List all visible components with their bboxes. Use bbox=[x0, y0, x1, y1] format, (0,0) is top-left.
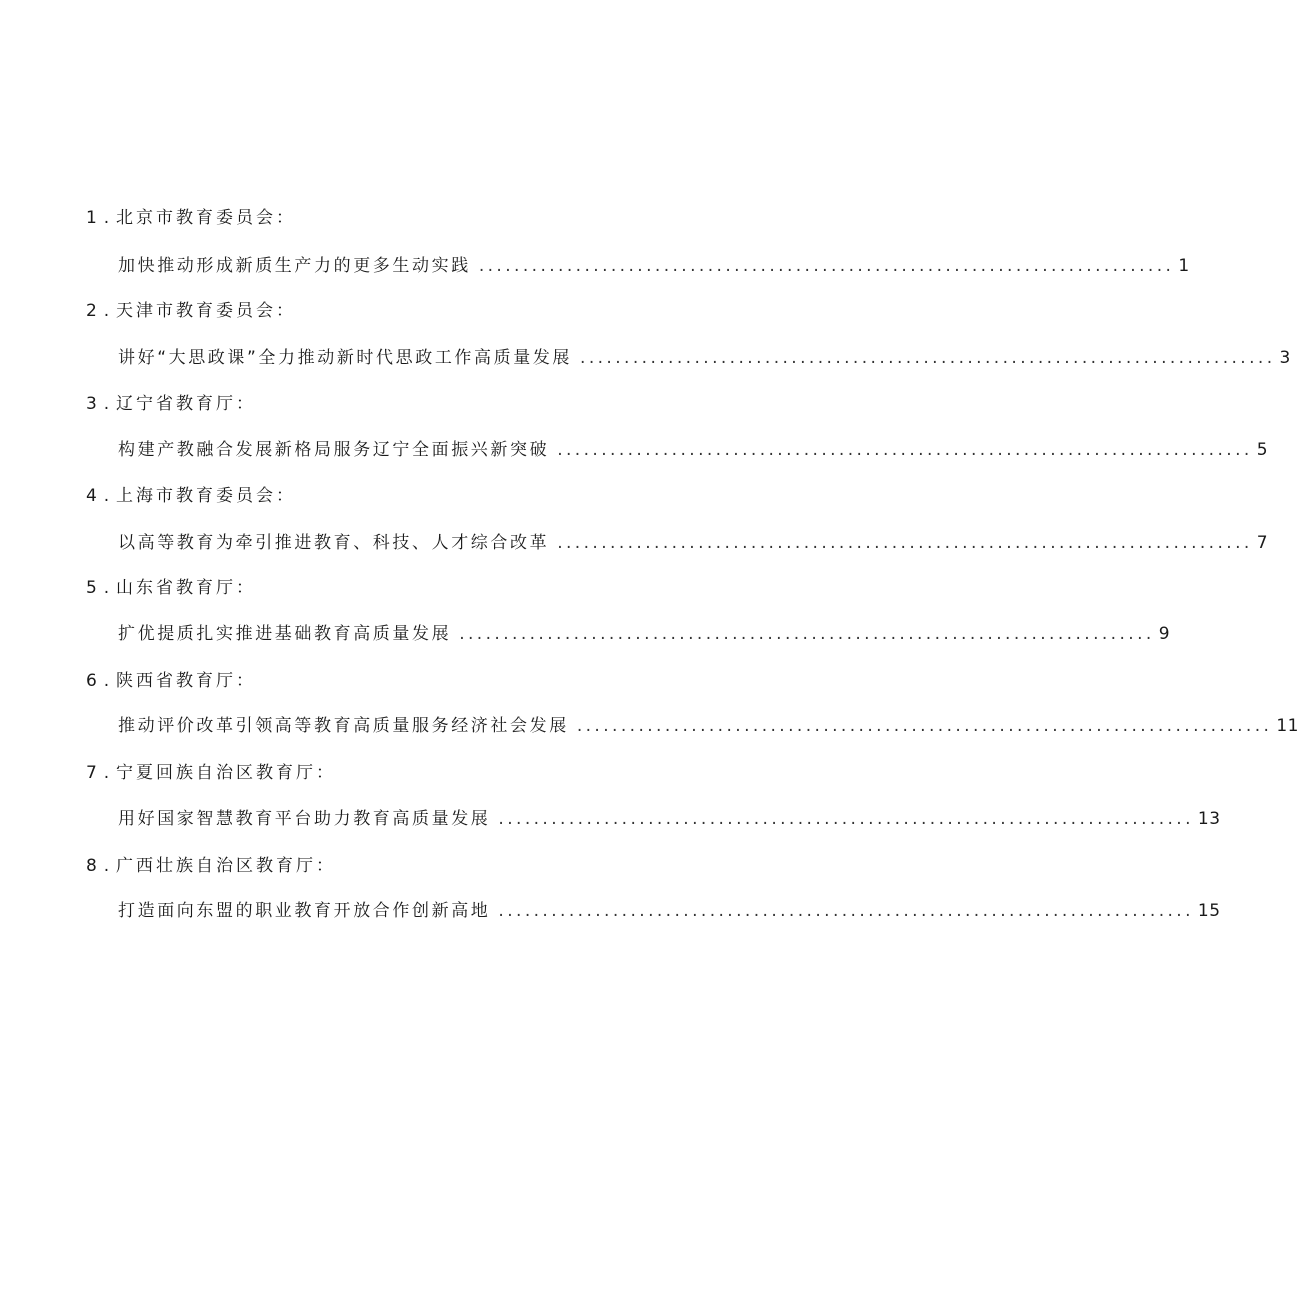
toc-entry-title[interactable]: 加快推动形成新质生产力的更多生动实践 bbox=[118, 256, 471, 276]
toc-entry-line[interactable] bbox=[118, 346, 1291, 370]
toc-entry-org: 天津市教育委员会： bbox=[116, 301, 296, 321]
toc-page-number[interactable]: 1 bbox=[1178, 256, 1190, 276]
toc-entry-number: 3 bbox=[86, 394, 100, 414]
toc-dot-leader: ............................................................................... bbox=[498, 809, 1194, 829]
toc-entry-line[interactable] bbox=[118, 438, 1269, 462]
toc-page-number[interactable]: 7 bbox=[1256, 533, 1269, 553]
toc-entry-separator: . bbox=[103, 301, 113, 321]
toc-entry-separator: . bbox=[103, 856, 113, 876]
toc-entry-separator: . bbox=[103, 671, 113, 691]
toc-entry-heading bbox=[86, 392, 256, 416]
toc-entry-heading bbox=[86, 206, 296, 230]
toc-entry-org: 上海市教育委员会： bbox=[116, 486, 296, 506]
toc-entry-org: 广西壮族自治区教育厅： bbox=[116, 856, 336, 876]
toc-dot-leader: ............................................................................... bbox=[498, 901, 1194, 921]
toc-page-number[interactable]: 15 bbox=[1197, 901, 1221, 921]
toc-entry-line[interactable] bbox=[118, 714, 1299, 738]
toc-entry-org: 辽宁省教育厅： bbox=[116, 394, 256, 414]
toc-entry-number: 4 bbox=[86, 486, 100, 506]
toc-dot-leader: ............................................................................... bbox=[557, 533, 1253, 553]
toc-page-number[interactable]: 5 bbox=[1256, 440, 1269, 460]
toc-entry-separator: . bbox=[103, 208, 113, 228]
toc-entry-title[interactable]: 打造面向东盟的职业教育开放合作创新高地 bbox=[118, 901, 491, 921]
toc-entry-line[interactable] bbox=[118, 899, 1221, 923]
toc-entry-heading bbox=[86, 669, 256, 693]
toc-page-number[interactable]: 11 bbox=[1276, 716, 1299, 736]
toc-entry-line[interactable] bbox=[118, 807, 1221, 831]
toc-entry-org: 陕西省教育厅： bbox=[116, 671, 256, 691]
toc-entry-number: 8 bbox=[86, 856, 100, 876]
toc-entry-title[interactable]: 构建产教融合发展新格局服务辽宁全面振兴新突破 bbox=[118, 440, 550, 460]
toc-entry-number: 7 bbox=[86, 763, 100, 783]
toc-dot-leader: ............................................................................... bbox=[459, 624, 1155, 644]
toc-dot-leader: ............................................................................... bbox=[478, 256, 1175, 276]
toc-entry-heading bbox=[86, 576, 256, 600]
toc-dot-leader: ............................................................................... bbox=[580, 348, 1276, 368]
toc-entry-number: 1 bbox=[86, 208, 100, 228]
toc-entry-title[interactable]: 以高等教育为牵引推进教育、科技、人才综合改革 bbox=[118, 533, 550, 553]
toc-entry-heading bbox=[86, 854, 336, 878]
toc-page-number[interactable]: 13 bbox=[1197, 809, 1221, 829]
toc-page-number[interactable]: 9 bbox=[1158, 624, 1171, 644]
toc-entry-org: 北京市教育委员会： bbox=[116, 208, 296, 228]
toc-entry-number: 5 bbox=[86, 578, 100, 598]
toc-entry-number: 2 bbox=[86, 301, 100, 321]
toc-dot-leader: ............................................................................... bbox=[576, 716, 1273, 736]
toc-entry-heading bbox=[86, 484, 296, 508]
toc-entry-separator: . bbox=[103, 578, 113, 598]
toc-dot-leader: ............................................................................... bbox=[557, 440, 1253, 460]
toc-entry-title[interactable]: 推动评价改革引领高等教育高质量服务经济社会发展 bbox=[118, 716, 569, 736]
toc-entry-separator: . bbox=[103, 394, 113, 414]
toc-entry-title[interactable]: 用好国家智慧教育平台助力教育高质量发展 bbox=[118, 809, 491, 829]
toc-entry-org: 宁夏回族自治区教育厅： bbox=[116, 763, 336, 783]
toc-entry-line[interactable] bbox=[118, 531, 1269, 555]
toc-entry-title[interactable]: 扩优提质扎实推进基础教育高质量发展 bbox=[118, 624, 452, 644]
toc-entry-title[interactable]: 讲好“大思政课”全力推动新时代思政工作高质量发展 bbox=[118, 348, 573, 368]
toc-entry-heading bbox=[86, 761, 336, 785]
toc-entry-org: 山东省教育厅： bbox=[116, 578, 256, 598]
toc-entry-heading bbox=[86, 299, 296, 323]
toc-entry-line[interactable] bbox=[118, 254, 1190, 278]
toc-entry-line[interactable] bbox=[118, 622, 1171, 646]
toc-entry-separator: . bbox=[103, 486, 113, 506]
toc-entry-separator: . bbox=[103, 763, 113, 783]
toc-page-number[interactable]: 3 bbox=[1279, 348, 1291, 368]
toc-entry-number: 6 bbox=[86, 671, 100, 691]
